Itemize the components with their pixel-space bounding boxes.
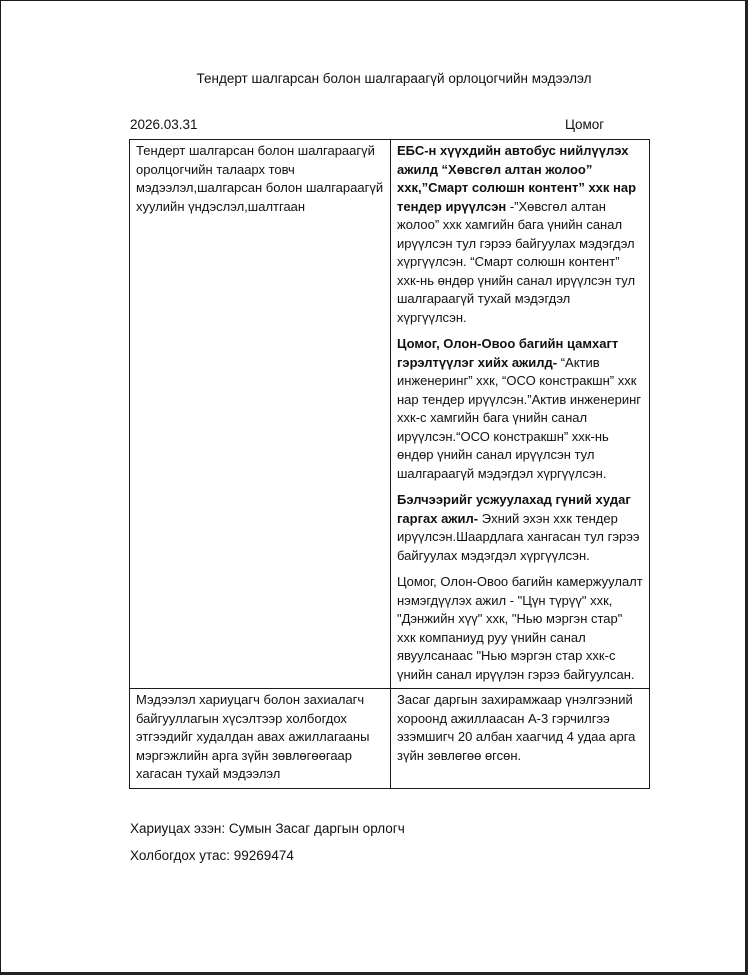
- table-row: [130, 689, 650, 789]
- contact-phone: Холбогдох утас: 99269474: [130, 848, 294, 863]
- tender-paragraph-2-text: “Актив инженеринг” ххк, “ОСО констракшн” ххк нар тендер ирүүлсэн.”Актив инженеринг ххк-с хамгийн бага үнийн санал ирүүлсэн.“ОСО констракшн” ххк-нь өндөр үнийн санал ирүүлсэн тул шалгараагүй мэдэгдэл хүргүүлсэн.: [397, 354, 642, 481]
- document-place: Цомог: [565, 117, 605, 132]
- document-date: 2026.03.31: [130, 117, 198, 132]
- tender-paragraph-4-text: Цомог, Олон-Овоо багийн камержуулалт нэмэгдүүлэх ажил - "Цүн түрүү" ххк, "Дэнжийн хүү" ххк, "Нью мэргэн стар" ххк компаниуд руу үнийн санал явуулсанаас "Нью мэргэн стар ххк-с үнийн санал ирүүлэн гэрээ байгуулсан.: [397, 574, 643, 682]
- responsible-person: Хариуцах эзэн: Сумын Засаг даргын орлогч: [130, 821, 405, 836]
- row2-left-cell: Мэдээлэл хариуцагч болон захиалагч байгууллагын хүсэлтээр холбогдох этгээдийг худалдан авах ажиллагааны мэргэжлийн арга зүйн зөвлөгөөгаар хагасан тухай мэдээлэл: [130, 689, 391, 789]
- tender-paragraph-3-text: Эхний эхэн ххк тендер ирүүлсэн.Шаардлага хангасан тул гэрээ байгуулах мэдэгдэл хүргүүлсэн.: [397, 510, 640, 563]
- tender-paragraph-1: [397, 142, 643, 327]
- document-title: Тендерт шалгарсан болон шалгараагүй орлоцогчийн мэдээлэл: [196, 71, 592, 86]
- info-table: [129, 139, 650, 789]
- tender-paragraph-3: [397, 491, 643, 565]
- tender-paragraph-2: [397, 335, 643, 483]
- tender-paragraph-3-heading: Бэлчээрийг усжуулахад гүний худаг гаргах ажил-: [397, 492, 631, 526]
- row1-left-cell: Тендерт шалгарсан болон шалгараагүй оролцогчийн талаарх товч мэдээлэл,шалгарсан болон шалгараагүй хуулийн үндэслэл,шалтгаан: [130, 140, 391, 689]
- tender-paragraph-2-heading: Цомог, Олон-Овоо багийн цамхагт гэрэлтүүлэг хийх ажилд-: [397, 336, 619, 370]
- tender-paragraph-1-heading: ЕБС-н хүүхдийн автобус нийлүүлэх ажилд “Хөвсгөл алтан жолоо” ххк,”Смарт солюшн контент” ххк нар тендер ирүүлсэн: [397, 143, 637, 214]
- row2-right-cell: Засаг даргын захирамжаар үнэлгээний хороонд ажиллаасан А-3 гэрчилгээ эзэмшигч 20 албан хаагчид 4 удаа арга зүйн зөвлөгөө өгсөн.: [391, 689, 650, 789]
- tender-paragraph-1-text: -”Хөвсгөл алтан жолоо” ххк хамгийн бага үнийн санал ирүүлсэн тул гэрээ байгуулах мэдэгдэл хүргүүлсэн. “Смарт солюшн контент” ххк-нь өндөр үнийн санал ирүүлсэн тул шалгараагүй тухай мэдэгдэл хүргүүлсэн.: [397, 198, 636, 325]
- table-row: [130, 140, 650, 689]
- tender-paragraph-4: [397, 573, 643, 684]
- row1-right-cell: [391, 140, 650, 689]
